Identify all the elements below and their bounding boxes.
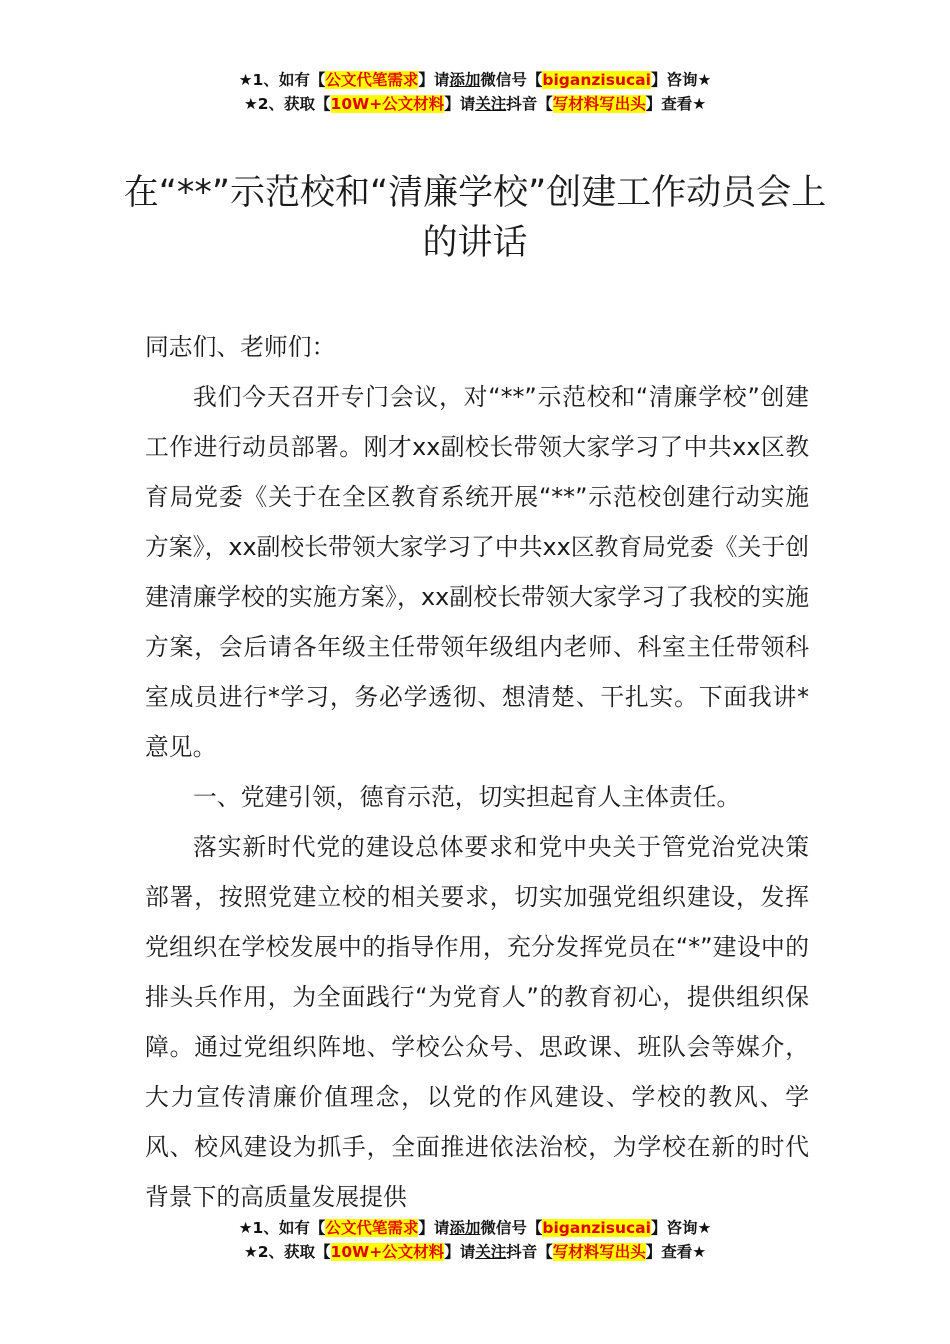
promo-text: 微信号【	[480, 1219, 543, 1237]
promo-text: ★1、如有【	[238, 1219, 326, 1237]
promo-highlight: 写材料写出头	[552, 95, 646, 113]
document-title: 在“**”示范校和“清廉学校”创建工作动员会上的讲话	[123, 173, 827, 263]
promo-underlined-text: 关注	[475, 1243, 507, 1261]
promo-highlight: 写材料写出头	[552, 1243, 646, 1261]
promo-underlined-text: 关注	[475, 95, 507, 113]
promo-highlight: 公文代笔需求	[325, 1219, 419, 1237]
promo-line-1	[0, 68, 950, 92]
salutation: 同志们、老师们：	[145, 333, 336, 361]
promo-underlined-text: 添加	[449, 1219, 481, 1237]
promo-text: ★2、获取【	[243, 1243, 331, 1261]
promo-line-2	[0, 92, 950, 116]
promo-text: 抖音【	[506, 95, 553, 113]
promo-text: 】咨询★	[650, 71, 712, 89]
promo-text: 】请	[444, 1243, 476, 1261]
promo-text: 】咨询★	[650, 1219, 712, 1237]
promo-text: 】查看★	[645, 95, 707, 113]
promo-highlight: 10W+公文材料	[330, 95, 445, 113]
promo-text: ★1、如有【	[238, 71, 326, 89]
promo-banner-top	[0, 68, 950, 116]
promo-highlight: biganzisucai	[542, 71, 651, 89]
promo-highlight: 10W+公文材料	[330, 1243, 445, 1261]
promo-highlight: biganzisucai	[542, 1219, 651, 1237]
promo-text: 微信号【	[480, 71, 543, 89]
promo-line-1	[0, 1216, 950, 1240]
promo-text: 】请	[444, 95, 476, 113]
promo-underlined-text: 添加	[449, 71, 481, 89]
promo-banner-bottom	[0, 1216, 950, 1264]
promo-text: ★2、获取【	[243, 95, 331, 113]
promo-text: 抖音【	[506, 1243, 553, 1261]
section-heading: 一、党建引领，德育示范，切实担起育人主体责任。	[193, 783, 741, 811]
promo-highlight: 公文代笔需求	[325, 71, 419, 89]
promo-text: 】请	[418, 71, 450, 89]
document-body	[145, 322, 809, 1222]
body-paragraph: 落实新时代党的建设总体要求和党中央关于管党治党决策部署，按照党建立校的相关要求，切实加强党组织建设，发挥党组织在学校发展中的指导作用，充分发挥党员在“*”建设中的排头兵作用，为全面践行“为党育人”的教育初心，提供组织保障。通过党组织阵地、学校公众号、思政课、班队会等媒介，大力宣传清廉价值理念，以党的作风建设、学校的教风、学风、校风建设为抓手，全面推进依法治校，为学校在新的时代背景下的高质量发展提供	[145, 833, 809, 1211]
body-paragraph: 我们今天召开专门会议，对“**”示范校和“清廉学校”创建工作进行动员部署。刚才xx副校长带领大家学习了中共xx区教育局党委《关于在全区教育系统开展“**”示范校创建行动实施方案》，xx副校长带领大家学习了中共xx区教育局党委《关于创建清廉学校的实施方案》，xx副校长带领大家学习了我校的实施方案，会后请各年级主任带领年级组内老师、科室主任带领科室成员进行*学习，务必学透彻、想清楚、干扎实。下面我讲*意见。	[145, 383, 809, 761]
promo-text: 】请	[418, 1219, 450, 1237]
promo-text: 】查看★	[645, 1243, 707, 1261]
promo-line-2	[0, 1240, 950, 1264]
